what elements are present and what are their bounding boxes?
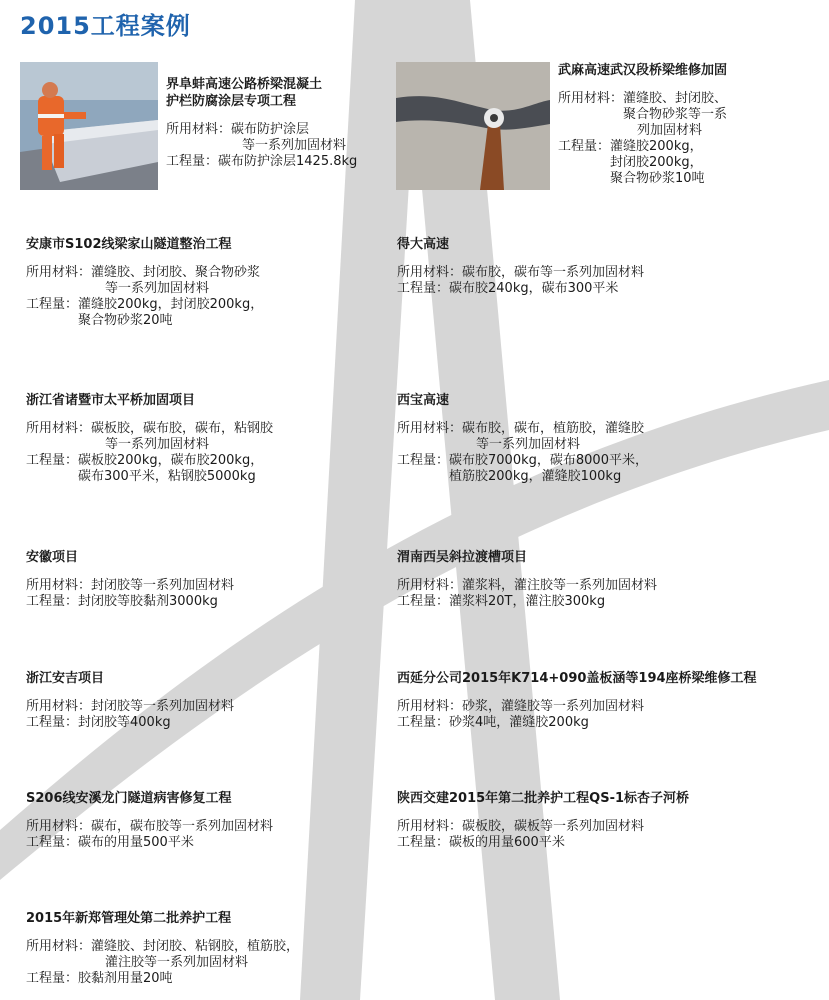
case-anhui — [26, 549, 234, 610]
case-title: 西延分公司2015年K714+090盖板涵等194座桥梁维修工程 — [397, 671, 757, 686]
materials-row: 所用材料： 封闭胶等一系列加固材料 — [26, 699, 235, 714]
case-title: 浙江省诸暨市太平桥加固项目 — [26, 393, 196, 408]
quantity-row: 工程量： 封闭胶等胶黏剂3000kg — [26, 594, 218, 609]
case-title: 武麻高速武汉段桥梁维修加固 — [558, 63, 728, 78]
case-photo-crack-injection — [396, 62, 550, 190]
case-title: 界阜蚌高速公路桥梁混凝土 护栏防腐涂层专项工程 — [166, 77, 323, 109]
case-title: 浙江安吉项目 — [26, 671, 105, 686]
quantity-row: 工程量： 砂浆4吨，灌缝胶200kg — [397, 715, 589, 730]
crack-injection-concrete-icon — [396, 62, 550, 190]
case-wuma — [558, 62, 727, 187]
materials-row: 所用材料： 封闭胶等一系列加固材料 — [26, 578, 235, 593]
quantity-row: 工程量： 灌缝胶200kg， 封闭胶200kg， 聚合物砂浆10吨 — [558, 139, 705, 186]
case-anji — [26, 670, 234, 731]
quantity-row: 工程量： 灌缝胶200kg，封闭胶200kg， 聚合物砂浆20吨 — [26, 297, 264, 328]
case-weinan — [397, 549, 657, 610]
quantity-row: 工程量： 碳板胶200kg，碳布胶200kg， 碳布300平米，粘钢胶5000kg — [26, 453, 264, 484]
case-title: 安徽项目 — [26, 550, 79, 565]
case-jiebeng — [166, 76, 357, 170]
case-title: 陕西交建2015年第二批养护工程QS-1标杏子河桥 — [397, 791, 690, 806]
case-shaanxi — [397, 790, 689, 851]
materials-row: 所用材料： 碳布防护涂层 — [166, 122, 310, 137]
quantity-row: 工程量： 封闭胶等400kg — [26, 715, 171, 730]
worker-painting-guardrail-icon — [20, 62, 158, 190]
page-title: 2015工程案例 — [20, 12, 191, 40]
quantity-row: 工程量： 灌浆料20T，灌注胶300kg — [397, 594, 606, 609]
quantity-row: 工程量： 碳布胶7000kg，碳布8000平米， 植筋胶200kg，灌缝胶100kg — [397, 453, 648, 484]
case-xinzheng — [26, 910, 299, 987]
materials-row: 所用材料： 灌缝胶、封闭胶、聚合物砂浆 等一系列加固材料 — [26, 265, 261, 296]
materials-row: 所用材料： 碳板胶，碳板等一系列加固材料 — [397, 819, 645, 834]
materials-cont: 等一系列加固材料 — [242, 138, 347, 153]
quantity-row: 工程量： 碳板的用量600平米 — [397, 835, 565, 850]
materials-row: 所用材料： 碳布胶，碳布等一系列加固材料 — [397, 265, 645, 280]
case-title: 安康市S102线梁家山隧道整治工程 — [26, 237, 232, 252]
quantity-row: 工程量： 碳布防护涂层1425.8kg — [166, 154, 358, 169]
quantity-row: 工程量： 碳布的用量500平米 — [26, 835, 194, 850]
case-photo-guardrail — [20, 62, 158, 190]
materials-row: 所用材料： 砂浆，灌缝胶等一系列加固材料 — [397, 699, 645, 714]
quantity-row: 工程量： 胶黏剂用量20吨 — [26, 971, 173, 986]
materials-row: 所用材料： 碳布胶，碳布，植筋胶，灌缝胶 等一系列加固材料 — [397, 421, 645, 452]
case-deda — [397, 236, 644, 297]
case-zhuji — [26, 392, 273, 485]
case-title: 西宝高速 — [397, 393, 450, 408]
materials-row: 所用材料： 灌缝胶、封闭胶、 聚合物砂浆等一系 列加固材料 — [558, 91, 728, 138]
materials-row: 所用材料： 碳板胶，碳布胶，碳布，粘钢胶 等一系列加固材料 — [26, 421, 274, 452]
case-title: 2015年新郑管理处第二批养护工程 — [26, 911, 232, 926]
case-title: S206线安溪龙门隧道病害修复工程 — [26, 791, 232, 806]
case-xibao — [397, 392, 648, 485]
quantity-row: 工程量： 碳布胶240kg，碳布300平米 — [397, 281, 619, 296]
case-ankang — [26, 236, 263, 329]
materials-row: 所用材料： 灌缝胶、封闭胶、粘钢胶，植筋胶， 灌注胶等一系列加固材料 — [26, 939, 300, 970]
case-title: 得大高速 — [397, 237, 450, 252]
materials-row: 所用材料： 灌浆料，灌注胶等一系列加固材料 — [397, 578, 658, 593]
case-xiyan — [397, 670, 757, 731]
case-s206 — [26, 790, 273, 851]
materials-row: 所用材料： 碳布，碳布胶等一系列加固材料 — [26, 819, 274, 834]
case-title: 渭南西吴斜拉渡槽项目 — [397, 550, 528, 565]
